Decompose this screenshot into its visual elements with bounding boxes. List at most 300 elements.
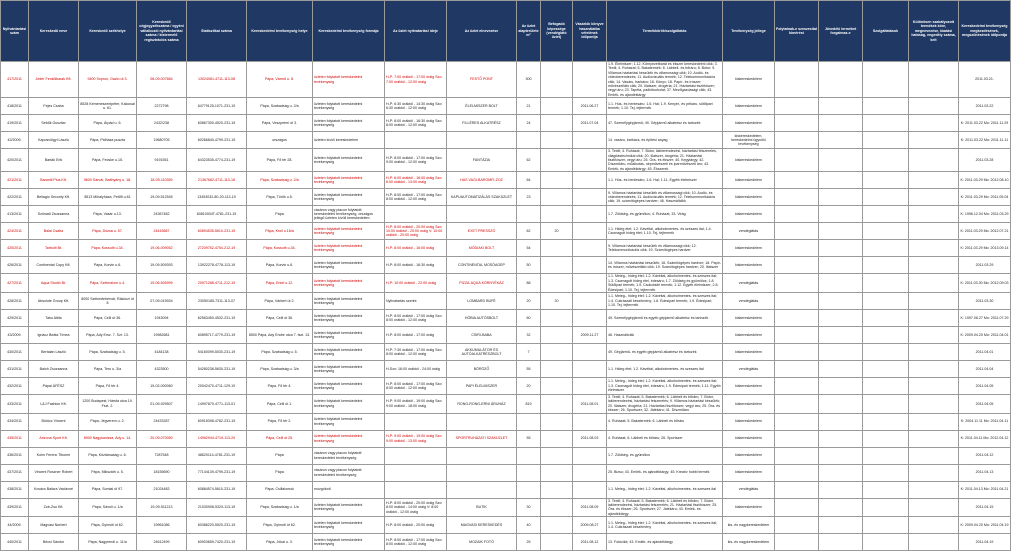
table-row: [1, 98, 1011, 115]
cell-statistical-number: 60895717-4779-231-19: [187, 326, 247, 343]
column-header: Az üzlet elnevezése: [447, 1, 517, 62]
table-row: [1, 292, 1011, 309]
cell-statistical-number: 27209752-4754-212-19: [187, 240, 247, 257]
cell-registry-number: 428/2011: [1, 292, 29, 309]
cell-business-location: Pápa, Szabadság u. 2/a: [247, 172, 313, 189]
cell-alcohol-serving: [775, 517, 819, 534]
cell-excise-goods: [819, 149, 863, 172]
cell-trader-name: Arizona Sport Kft.: [29, 430, 79, 447]
cell-activity-form: üzleten folytatott kereskedelmi tevékenység: [313, 172, 385, 189]
table-row: [1, 206, 1011, 223]
cell-product-groups: 1.1. Meleg-, hideg étel; 1.2. Kávéital, alkoholmentes- és szeszes ital; 1.3. Csomagolt hideg étel, édesáru; 1.9. Édesipari termék; 1.11. Egyéb élelmiszer: [607, 377, 723, 394]
table-row: [1, 430, 1011, 447]
cell-activity-form: üzleten folytatott kereskedelmi tevékenység: [313, 115, 385, 132]
cell-trader-seat: Pápa, Korvin u.6.: [79, 257, 137, 274]
cell-product-groups: 3. Textil; 4. Ruházat; 7. Bútor, lakberendezési, háztartási felszerelés, világítástechnikai cikk; 20. Illatszer, drogéria; 21. Háztartási tisztítószer, vegyi áru; 25. Óra- és ékszer; 40. Kegytárgy; 42. Díszműáru, műalkotás, népművészeti és iparművészeti áru; 43. Emlék- és ajándéktárgy; 45. Ékszerek: [607, 149, 723, 172]
cell-capacity: [541, 326, 573, 343]
cell-statistical-number: 60894535-5610-231-19: [187, 223, 247, 240]
cell-registry-number: 419/2011: [1, 115, 29, 132]
cell-complaints-book-date: [573, 223, 607, 240]
cell-alcohol-serving: [775, 447, 819, 464]
cell-business-location: Pápa, Kossuth u.34.: [247, 240, 313, 257]
cell-alcohol-serving: [775, 149, 819, 172]
cell-start-end-date: 2011.04.13: [959, 464, 1011, 481]
cell-alcohol-serving: [775, 534, 819, 551]
cell-activity-type: kis- és nagykereskedelem: [723, 517, 775, 534]
cell-start-end-date: 2011.03.28: [959, 149, 1011, 172]
table-row: [1, 464, 1011, 481]
cell-activity-form: üzleten folytatott kereskedelmi tevékenység: [313, 534, 385, 551]
cell-business-location: Pápa: [247, 464, 313, 481]
cell-alcohol-serving: [775, 206, 819, 223]
cell-start-end-date: K: 2011.03.22 Mo: 2011.11.29: [959, 115, 1011, 132]
cell-capacity: [541, 360, 573, 377]
cell-registry-number: 421/2011: [1, 172, 29, 189]
header-row: [1, 1, 1011, 62]
cell-floor-area: [517, 464, 541, 481]
cell-product-groups: 4. Ruházat; 6. Lábbeli és bőráru; 26. Sportszer: [607, 430, 723, 447]
cell-regulated-products: [909, 132, 959, 149]
cell-product-groups: 13. Fotócikk; 43. Emlék- és ajándéktárgy: [607, 534, 723, 551]
cell-shop-name: [447, 464, 517, 481]
cell-opening-hours: H-P: 8:00 óráktól - 16:30 óráig: [385, 257, 447, 274]
cell-start-end-date: K: 2011.04.11 Mo: 2012.04.12: [959, 430, 1011, 447]
cell-complaints-book-date: 2011.08.01: [573, 394, 607, 413]
cell-activity-form: üzleten folytatott kereskedelmi tevékenység: [313, 62, 385, 98]
cell-activity-type: vendéglátás: [723, 223, 775, 240]
cell-floor-area: 300: [517, 62, 541, 98]
cell-product-groups: 25. Bizsu; 43. Emlék- és ajándéktárgy; 45. Kreatív hobbi termék: [607, 464, 723, 481]
cell-trader-name: Absolute Group Kft.: [29, 292, 79, 309]
cell-services: [863, 481, 909, 498]
cell-activity-form: üzleten folytatott kereskedelmi tevékenység: [313, 189, 385, 206]
cell-product-groups: 46. Használtcikk: [607, 326, 723, 343]
cell-registry-number: 413/2011: [1, 206, 29, 223]
table-row: [1, 481, 1011, 498]
cell-registration-number: 24367482: [137, 206, 187, 223]
cell-opening-hours: [385, 132, 447, 149]
cell-statistical-number: 60903659-7420-231-19: [187, 534, 247, 551]
cell-registration-number: 18-09-110359: [137, 172, 187, 189]
cell-alcohol-serving: [775, 498, 819, 517]
cell-activity-type: kiskereskedelem: [723, 343, 775, 360]
cell-product-groups: 49. Személygépjármű és egyéb gépjármű alkatrész és tartozék: [607, 309, 723, 326]
cell-statistical-number: 60867300-4520-231-19: [187, 115, 247, 132]
cell-shop-name: CONTINENTAL MOSÓAGEP: [447, 257, 517, 274]
cell-business-location: 8500 Pápa, Ady Endre utca 7. fszt. 13.: [247, 326, 313, 343]
column-header: Különösen szabályozott termékek köre, megnevezése, kiadási hatóság, engedély száma, kelt: [909, 1, 959, 62]
cell-registration-number: 07-09-015934: [137, 292, 187, 309]
cell-trader-name: Magvasi Norbert: [29, 517, 79, 534]
cell-start-end-date: 2011.04.05: [959, 394, 1011, 413]
cell-shop-name: FESTŐ PONT: [447, 62, 517, 98]
cell-services: [863, 534, 909, 551]
cell-start-end-date: K: 2009.04.20 Mo: 2011.04.19: [959, 517, 1011, 534]
cell-alcohol-serving: [775, 274, 819, 293]
cell-floor-area: 32: [517, 326, 541, 343]
cell-trader-name: Ignácz Beáta Tímea: [29, 326, 79, 343]
cell-opening-hours: [385, 206, 447, 223]
cell-services: [863, 360, 909, 377]
cell-shop-name: EXET PRESSZÓ: [447, 223, 517, 240]
cell-excise-goods: [819, 98, 863, 115]
cell-complaints-book-date: [573, 413, 607, 430]
cell-floor-area: [517, 447, 541, 464]
cell-activity-type: kiskereskedelem, kereskedelmi ügynöki tevékenység: [723, 132, 775, 149]
cell-registry-number: 427/2011: [1, 274, 29, 293]
cell-excise-goods: [819, 172, 863, 189]
cell-services: [863, 326, 909, 343]
cell-trader-seat: Pápa, Pálháza puszta: [79, 132, 137, 149]
cell-excise-goods: [819, 394, 863, 413]
cell-excise-goods: [819, 430, 863, 447]
cell-services: [863, 172, 909, 189]
cell-registration-number: 24433287: [137, 413, 187, 430]
cell-shop-name: PAPI ÉLELMISZER: [447, 377, 517, 394]
cell-activity-form: üzleten folytatott kereskedelmi tevékenység: [313, 149, 385, 172]
cell-excise-goods: [819, 343, 863, 360]
cell-trader-name: Barantil Plus Kft.: [29, 172, 79, 189]
cell-trader-name: Tarbolit Bt.: [29, 240, 79, 257]
cell-registration-number: 19-06-505999: [137, 274, 187, 293]
cell-opening-hours: H-P: 9:00 óráktól - 19:00 óráig Szo: 9:00 óráktól - 13:00 óráig: [385, 430, 447, 447]
cell-business-location: Pápa, Jókai u. 3.: [247, 534, 313, 551]
cell-services: [863, 115, 909, 132]
cell-trader-seat: 8513 Mihályháza, Petőfi u.61: [79, 189, 137, 206]
cell-activity-type: kiskereskedelem: [723, 257, 775, 274]
cell-trader-name: Pápai ÁFÉSZ: [29, 377, 79, 394]
cell-floor-area: [517, 206, 541, 223]
cell-activity-form: üzleten folytatott kereskedelmi tevékenység: [313, 498, 385, 517]
cell-floor-area: 88: [517, 274, 541, 293]
cell-floor-area: [517, 413, 541, 430]
cell-activity-type: kiskereskedelem: [723, 189, 775, 206]
cell-shop-name: MOZAIK FOTÓ: [447, 534, 517, 551]
cell-trader-name: Barták Erik: [29, 149, 79, 172]
cell-product-groups: 9. Villamos háztartási készülék és villamossági cikk; 12. Telekommunikációs cikk; 19. Számítógépes hardver: [607, 240, 723, 257]
cell-registration-number: 4184138: [137, 343, 187, 360]
cell-regulated-products: [909, 498, 959, 517]
cell-trader-seat: 8528 Kemeneszentpéter, Kalocsai u. 61.: [79, 98, 137, 115]
cell-regulated-products: [909, 206, 959, 223]
cell-alcohol-serving: [775, 413, 819, 430]
table-row: [1, 172, 1011, 189]
cell-statistical-number: 62563450-4532-231-19: [187, 309, 247, 326]
cell-alcohol-serving: [775, 464, 819, 481]
cell-business-location: Pápa, Celli út 1.: [247, 394, 313, 413]
cell-excise-goods: [819, 223, 863, 240]
cell-alcohol-serving: [775, 377, 819, 394]
cell-services: [863, 62, 909, 98]
cell-registry-number: 436/2011: [1, 447, 29, 464]
cell-activity-type: kiskereskedelem: [723, 62, 775, 98]
cell-trader-seat: Pápa, Vasár u.13.: [79, 206, 137, 223]
cell-alcohol-serving: [775, 394, 819, 413]
cell-registry-number: 426/2011: [1, 257, 29, 274]
cell-business-location: Pápa, Csillalomok: [247, 481, 313, 498]
cell-opening-hours: [385, 481, 447, 498]
cell-trader-name: L&J Fashion Kft.: [29, 394, 79, 413]
cell-capacity: [541, 309, 573, 326]
table-row: [1, 274, 1011, 293]
cell-shop-name: PIZZA-AQUA KÖRNYÉKÁZ: [447, 274, 517, 293]
cell-product-groups: 14. vasáru, barkács, és építési anyag: [607, 132, 723, 149]
cell-complaints-book-date: 2009.08.27: [573, 517, 607, 534]
cell-capacity: [541, 206, 573, 223]
column-header: Kereskedő neve: [29, 1, 79, 62]
cell-statistical-number: 23050185-7311-113-07: [187, 292, 247, 309]
cell-regulated-products: [909, 377, 959, 394]
cell-registry-number: 440/2011: [1, 534, 29, 551]
cell-floor-area: 62: [517, 223, 541, 240]
cell-alcohol-serving: [775, 430, 819, 447]
cell-business-location: Pápa, Szabadság u. 1/a: [247, 498, 313, 517]
cell-regulated-products: [909, 292, 959, 309]
cell-statistical-number: 48620114-4781-231-19: [187, 447, 247, 464]
cell-trader-seat: Pápa, Dózsa u. 57.: [79, 223, 137, 240]
cell-trader-name: Baloh Zsuzsanna: [29, 360, 79, 377]
cell-product-groups: 4. Ruházat; 5. Bakatermék; 6. Lábbeli és bőráru: [607, 413, 723, 430]
cell-floor-area: 25: [517, 534, 541, 551]
cell-trader-seat: 1200 Budapest, Hársfa utca 19. Fszt. 2.: [79, 394, 137, 413]
cell-statistical-number: 60884574-5610-231-19: [187, 481, 247, 498]
cell-complaints-book-date: [573, 309, 607, 326]
table-row: [1, 377, 1011, 394]
cell-trader-name: Bécsi Sándor: [29, 534, 79, 551]
cell-activity-type: kiskereskedelem: [723, 172, 775, 189]
cell-start-end-date: 2011.04.19: [959, 534, 1011, 551]
cell-floor-area: 24: [517, 115, 541, 132]
cell-start-end-date: K: 2009.04.20 Mo: 2011.04.01: [959, 326, 1011, 343]
cell-opening-hours: H-Szo: 16:00 óráktól - 24:00 óráig: [385, 360, 447, 377]
cell-shop-name: [447, 206, 517, 223]
column-header: Kereskedelmi tevékenység helye: [247, 1, 313, 62]
cell-trader-seat: 9600 Sárvár, Batthyány u. 18.: [79, 172, 137, 189]
cell-capacity: [541, 149, 573, 172]
cell-product-groups: 3. Textil; 4. Ruházat; 5. Bakatermék; 6. Lábbeli és bőráru; 7. Bútor, lakberendezési, háztartási felszerelés; 21. Háztartási tisztítószer; 25. Óra- és ékszer; 26. Sportszer; 27. Játékáru; 43. Emlék- és ajándéktárgy: [607, 498, 723, 517]
cell-trader-seat: Pápa, Mikszáth u. 5.: [79, 464, 137, 481]
cell-activity-form: üzleten folytatott kereskedelmi tevékenység: [313, 360, 385, 377]
cell-statistical-number: 60810004T-4781-231-19: [187, 206, 247, 223]
cell-start-end-date: K: 2011.03.29 Mo: 2013.09.14: [959, 240, 1011, 257]
column-header: Kereskedő székhelye: [79, 1, 137, 62]
cell-activity-type: kiskereskedelem: [723, 413, 775, 430]
cell-excise-goods: [819, 534, 863, 551]
cell-regulated-products: [909, 240, 959, 257]
cell-complaints-book-date: [573, 447, 607, 464]
cell-capacity: [541, 413, 573, 430]
cell-regulated-products: [909, 413, 959, 430]
cell-registry-number: 433/2011: [1, 394, 29, 413]
cell-trader-seat: Pápa, Nagyrendi u. 11/a: [79, 534, 137, 551]
cell-regulated-products: [909, 149, 959, 172]
table-row: [1, 534, 1011, 551]
cell-business-location: országos: [247, 132, 313, 149]
cell-statistical-number: 64323535-4774-231-19: [187, 149, 247, 172]
cell-product-groups: 1.1. Meleg-, hideg étel; 1.2. Kávéital, alkoholmentes- és szeszes ital: [607, 481, 723, 498]
cell-capacity: [541, 498, 573, 517]
cell-trader-name: Tako Attila: [29, 309, 79, 326]
cell-activity-form: üzleten folytatott kereskedelmi tevékenység: [313, 326, 385, 343]
cell-registry-number: 42/2009.: [1, 132, 29, 149]
cell-floor-area: 50: [517, 257, 541, 274]
cell-complaints-book-date: [573, 481, 607, 498]
cell-trader-seat: Pápa, Fő tér 4.: [79, 377, 137, 394]
cell-regulated-products: [909, 343, 959, 360]
cell-activity-form: üzleten folytatott kereskedelmi tevékenység: [313, 343, 385, 360]
cell-registration-number: 2272798: [137, 98, 187, 115]
cell-shop-name: AKKUMULÁTOR ÉS AUTÓALKATRÉSZBOLT: [447, 343, 517, 360]
cell-shop-name: [447, 413, 517, 430]
cell-trader-name: Balai Csaba: [29, 223, 79, 240]
column-header: Kereskedő cégjegyzékszáma / egyéni vállalkozói nyilvántartási száma / kistermelő regisztrációs száma: [137, 1, 187, 62]
cell-excise-goods: [819, 360, 863, 377]
cell-services: [863, 206, 909, 223]
cell-activity-type: kiskereskedelem: [723, 149, 775, 172]
cell-registry-number: 425/2011: [1, 240, 29, 257]
cell-capacity: [541, 274, 573, 293]
cell-capacity: [541, 115, 573, 132]
cell-activity-form: üzleten folytatott kereskedelmi tevékenység: [313, 377, 385, 394]
cell-services: [863, 343, 909, 360]
cell-opening-hours: H-P: 9:00 óráktól - 19:00 óráig Szo: 9:00 óráktól - 18:00 óráig: [385, 394, 447, 413]
table-row: [1, 257, 1011, 274]
cell-start-end-date: 2011.04.05: [959, 377, 1011, 394]
cell-floor-area: 60: [517, 309, 541, 326]
cell-activity-type: vendéglátás: [723, 292, 775, 309]
table-row: [1, 240, 1011, 257]
cell-registration-number: 01-09-929507: [137, 394, 187, 413]
cell-registration-number: 19680705: [137, 132, 187, 149]
cell-opening-hours: [385, 413, 447, 430]
cell-services: [863, 240, 909, 257]
cell-activity-form: üzleten folytatott kereskedelmi tevékenység: [313, 292, 385, 309]
cell-start-end-date: 2011.04.15: [959, 498, 1011, 517]
cell-regulated-products: [909, 172, 959, 189]
cell-trader-name: Vincent Roszner Róbert: [29, 464, 79, 481]
column-header: Termékkörök/szolgáltatás: [607, 1, 723, 62]
cell-capacity: [541, 98, 573, 115]
cell-registration-number: 18155690: [137, 464, 187, 481]
cell-services: [863, 498, 909, 517]
cell-business-location: Pápa, Fő tér 28.: [247, 149, 313, 172]
cell-opening-hours: H-P: 8:00 óráktól - 17:00 óráig Szo: 9:00 óráktól - 12:00 óráig: [385, 149, 447, 172]
cell-complaints-book-date: [573, 172, 607, 189]
cell-excise-goods: [819, 413, 863, 430]
column-header: Az üzlet alapterülete m²: [517, 1, 541, 62]
table-row: [1, 309, 1011, 326]
cell-activity-form: üzleten folytatott kereskedelmi tevékenység: [313, 413, 385, 430]
cell-business-location: Pápa, Fő tér 2.: [247, 413, 313, 430]
cell-product-groups: 14. Villamos háztartási készülék; 16. Számítógépes hardver; 18. Papír- és írószer, művészellátó cikk; 19. Számítógépes hardver; 20. Illatszer: [607, 257, 723, 274]
cell-complaints-book-date: [573, 189, 607, 206]
cell-alcohol-serving: [775, 98, 819, 115]
cell-capacity: 20: [541, 292, 573, 309]
cell-registry-number: 439/2011: [1, 498, 29, 517]
cell-start-end-date: 2011.04.12: [959, 447, 1011, 464]
cell-activity-type: kiskereskedelem: [723, 447, 775, 464]
cell-activity-type: kiskereskedelem: [723, 377, 775, 394]
cell-registry-number: 431/2011: [1, 360, 29, 377]
cell-product-groups: 1.9. Élelmiszer; 1.12. Környezetbarát és ékszer kereskedelmi cikk; 3. Textil; 4. Ruházat; 5. Bakatermék; 6. Lábbeli- és bőráru; 8. Bútor; 9. Villamos háztartási készülék és villamossági cikk; 10. Audió- és videoberendezés; 11. Audiovizuális termék; 12. Telekommunikációs cikk; 14. Vasáru, barkács; 16. Könyv; 18. Papír- és írószer; művészellátó cikk; 20. Illatszer, drogéria; 21. Háztartási tisztítószer; vegyi áru; 23. Tapéta, padlóburkolat; 37. Mezőgazdasági cikk; 43. Emlék- és ajándéktárgy: [607, 62, 723, 98]
cell-start-end-date: 2011.03.22: [959, 98, 1011, 115]
cell-floor-area: 20: [517, 377, 541, 394]
cell-excise-goods: [819, 115, 863, 132]
cell-alcohol-serving: [775, 292, 819, 309]
cell-trader-name: Kaposvölgyi László: [29, 132, 79, 149]
cell-product-groups: 1.1. Hús- és hentesáru; 1.6. Hal; 1.9. Kenyér- és pékáru, sütőipari termék; 1.10. Tej, tejtermék: [607, 98, 723, 115]
cell-regulated-products: [909, 430, 959, 447]
column-header: Vásárlók könyve használatba vételének időpontja: [573, 1, 607, 62]
cell-regulated-products: [909, 447, 959, 464]
cell-registry-number: 429/2011: [1, 309, 29, 326]
cell-trader-name: Sebők Gusztáv: [29, 115, 79, 132]
cell-shop-name: [447, 481, 517, 498]
cell-business-location: Pápa, Szabadság u. 5.: [247, 343, 313, 360]
cell-opening-hours: [385, 447, 447, 464]
cell-registry-number: 434/2011: [1, 413, 29, 430]
cell-business-location: Pápa, Celli út 36.: [247, 309, 313, 326]
cell-services: [863, 517, 909, 534]
cell-business-location: Pápa, Fő tér 4.: [247, 377, 313, 394]
cell-trader-seat: Pápa, Celli út 36.: [79, 309, 137, 326]
cell-activity-form: mozgóbolt: [313, 481, 385, 498]
cell-trader-name: Jeder Fenkölkarak Kft.: [29, 62, 79, 98]
cell-excise-goods: [819, 206, 863, 223]
cell-start-end-date: 2011.04.01: [959, 343, 1011, 360]
cell-product-groups: 1.7. Zöldség- és gyümölcs; 4. Ruházat; 33. Virág: [607, 206, 723, 223]
cell-trader-seat: Pápa, Szélmalom u.4.: [79, 274, 137, 293]
column-header: Befogadó képessége (vendéglátó üzlet): [541, 1, 573, 62]
cell-floor-area: [517, 481, 541, 498]
cell-excise-goods: [819, 240, 863, 257]
cell-opening-hours: H-P: 6:30 óráktól - 14:30 óráig Szo: 6:30 óráktól - 12:00 óráig: [385, 98, 447, 115]
cell-business-location: Pápa, Celli út 25.: [247, 430, 313, 447]
cell-alcohol-serving: [775, 309, 819, 326]
cell-registration-number: 08-09-007684: [137, 62, 187, 98]
cell-excise-goods: [819, 464, 863, 481]
cell-complaints-book-date: [573, 62, 607, 98]
cell-complaints-book-date: [573, 360, 607, 377]
cell-registry-number: 432/2011: [1, 377, 29, 394]
table-row: [1, 413, 1011, 430]
table-row: [1, 447, 1011, 464]
cell-excise-goods: [819, 62, 863, 98]
cell-registration-number: 24415687: [137, 223, 187, 240]
cell-services: [863, 430, 909, 447]
cell-capacity: [541, 447, 573, 464]
cell-floor-area: [517, 132, 541, 149]
cell-services: [863, 413, 909, 430]
cell-statistical-number: 64779125-1071-231-19: [187, 98, 247, 115]
cell-capacity: [541, 464, 573, 481]
cell-statistical-number: 14962944-4719-113-20: [187, 430, 247, 447]
cell-shop-name: [447, 447, 517, 464]
cell-complaints-book-date: [573, 132, 607, 149]
cell-registration-number: 24612499: [137, 534, 187, 551]
cell-trader-seat: Pápa, Köztársaság u. 6.: [79, 447, 137, 464]
cell-complaints-book-date: [573, 257, 607, 274]
cell-capacity: [541, 517, 573, 534]
cell-start-end-date: 2011.04.04: [959, 360, 1011, 377]
cell-excise-goods: [819, 189, 863, 206]
cell-alcohol-serving: [775, 189, 819, 206]
cell-activity-type: vendéglátás: [723, 360, 775, 377]
cell-statistical-number: 13922278-4778-113-19: [187, 257, 247, 274]
cell-activity-form: üzleten folytatott kereskedelmi tevékenység: [313, 274, 385, 293]
cell-alcohol-serving: [775, 257, 819, 274]
cell-start-end-date: K: 2011.04.13 Mo: 2011.04.21: [959, 481, 1011, 498]
